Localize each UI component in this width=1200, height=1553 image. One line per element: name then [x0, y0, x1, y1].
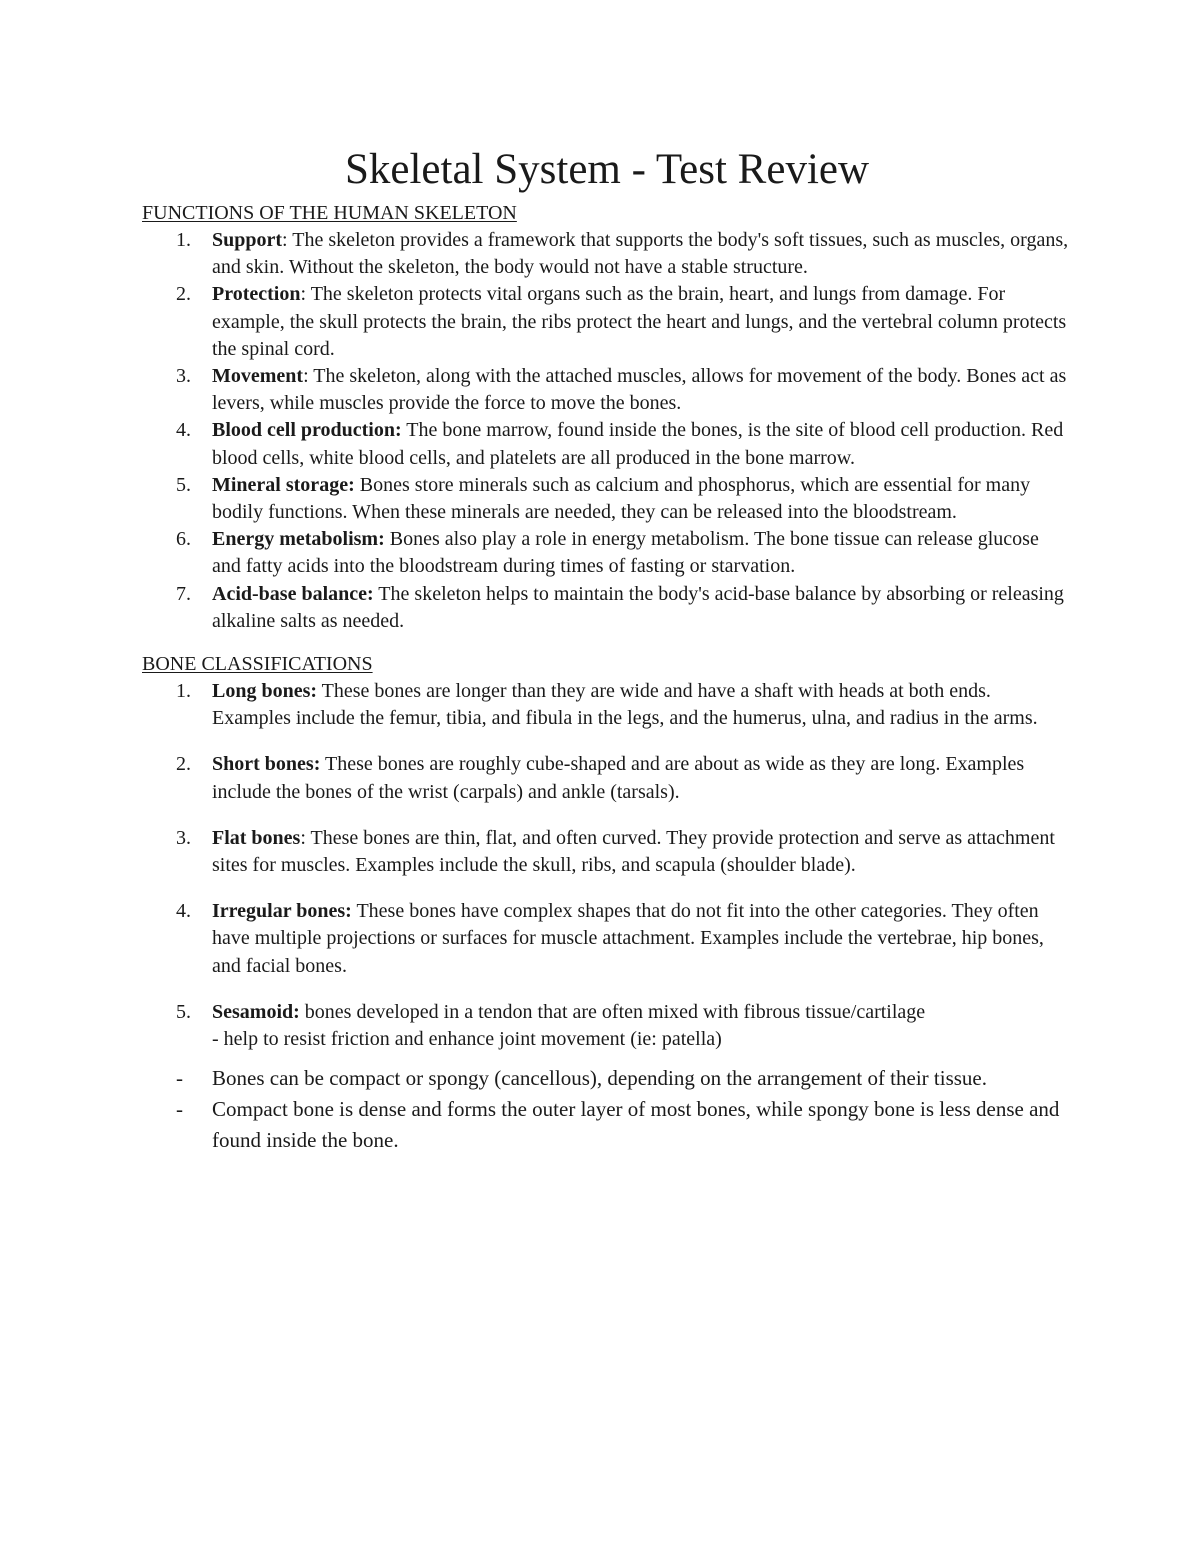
list-number: 1.: [176, 229, 191, 251]
notes-list: [142, 1063, 1072, 1156]
item-separator: :: [282, 229, 288, 251]
list-number: 4.: [176, 419, 191, 442]
item-term: Short bones:: [212, 753, 321, 776]
dash-marker: -: [176, 1097, 183, 1122]
note-item: [142, 1094, 1072, 1156]
list-number: 1.: [176, 680, 191, 703]
item-text: The bone marrow, found inside the bones, is the site of blood cell production. Red blood cells, white blood cells, and platelets are all produced in the bone marrow.: [212, 419, 1064, 469]
list-item: [142, 999, 1072, 1053]
list-number: 2.: [176, 283, 191, 306]
item-term: Irregular bones:: [212, 900, 352, 923]
item-term: Long bones:: [212, 680, 318, 703]
item-separator: :: [303, 365, 309, 388]
section-heading-classifications: BONE CLASSIFICATIONS: [142, 653, 373, 676]
list-item: [142, 825, 1072, 879]
list-number: 5.: [176, 473, 191, 496]
dash-marker: -: [176, 1066, 183, 1091]
list-number: 6.: [176, 528, 191, 551]
list-item: [142, 417, 1072, 471]
item-term: Flat bones: [212, 826, 301, 849]
item-text: bones developed in a tendon that are often mixed with fibrous tissue/cartilage: [299, 1000, 926, 1023]
section-heading-functions: FUNCTIONS OF THE HUMAN SKELETON: [142, 202, 517, 224]
list-number: 7.: [176, 582, 191, 605]
note-text: Compact bone is dense and forms the outer layer of most bones, while spongy bone is less dense and found inside the bone.: [212, 1097, 1060, 1153]
page-title: Skeletal System - Test Review: [344, 146, 870, 193]
item-text: These bones are thin, flat, and often curved. They provide protection and serve as attachment sites for muscles. Examples include the skull, ribs, and scapula (shoulder blade).: [212, 826, 1055, 877]
document-page: [142, 140, 1072, 1156]
item-text: These bones have complex shapes that do not fit into the other categories. They often have multiple projections or surfaces for muscle attachment. Examples include the vertebrae, hip bones, and facial bones.: [212, 900, 1044, 977]
item-separator: :: [300, 826, 306, 849]
list-number: 4.: [176, 900, 191, 923]
list-item: [142, 678, 1072, 732]
item-term: Movement: [212, 365, 304, 388]
item-extra-text: - help to resist friction and enhance joint movement (ie: patella): [212, 1028, 722, 1051]
list-item: [142, 581, 1072, 635]
item-term: Blood cell production:: [212, 419, 402, 442]
item-text: Bones also play a role in energy metabolism. The bone tissue can release glucose and fatty acids into the bloodstream during times of fasting or starvation.: [212, 528, 1039, 578]
list-number: 2.: [176, 753, 191, 776]
item-text: The skeleton, along with the attached muscles, allows for movement of the body. Bones act as levers, while muscles provide the force to move the bones.: [212, 365, 1067, 415]
item-term: Acid-base balance:: [212, 582, 374, 605]
note-item: [142, 1063, 1072, 1094]
list-item: [142, 472, 1072, 526]
item-term: Support: [212, 229, 283, 251]
item-term: Protection: [212, 283, 301, 306]
item-term: Sesamoid:: [212, 1000, 300, 1023]
item-term: Energy metabolism:: [212, 528, 385, 551]
list-item: [142, 898, 1072, 980]
item-term: Mineral storage:: [212, 473, 355, 496]
note-text: Bones can be compact or spongy (cancellous), depending on the arrangement of their tissue.: [212, 1066, 988, 1091]
list-item: [142, 227, 1072, 281]
item-text: Bones store minerals such as calcium and phosphorus, which are essential for many bodily functions. When these minerals are needed, they can be released into the bloodstream.: [212, 473, 1031, 524]
list-number: 3.: [176, 826, 191, 849]
list-number: 5.: [176, 1000, 191, 1023]
functions-list: [142, 227, 1072, 635]
list-number: 3.: [176, 365, 191, 388]
item-text: These bones are longer than they are wide and have a shaft with heads at both ends. Examples include the femur, tibia, and fibula in the legs, and the humerus, ulna, and radius in the arms.: [212, 680, 1038, 730]
classifications-list: [142, 678, 1072, 1053]
item-text: The skeleton helps to maintain the body's acid-base balance by absorbing or releasing alkaline salts as needed.: [212, 582, 1064, 632]
list-item: [142, 363, 1072, 417]
list-item: [142, 526, 1072, 580]
item-text: The skeleton protects vital organs such as the brain, heart, and lungs from damage. For example, the skull protects the brain, the ribs protect the heart and lungs, and the vertebral column protects the spinal cord.: [212, 283, 1067, 360]
list-item: [142, 281, 1072, 363]
item-separator: :: [300, 283, 307, 306]
item-text: These bones are roughly cube-shaped and are about as wide as they are long. Examples include the bones of the wrist (carpals) and ankle (tarsals).: [212, 753, 1025, 803]
item-text: The skeleton provides a framework that supports the body's soft tissues, such as muscles, organs, and skin. Without the skeleton, the body would not have a stable structure.: [212, 229, 1069, 279]
list-item: [142, 751, 1072, 805]
